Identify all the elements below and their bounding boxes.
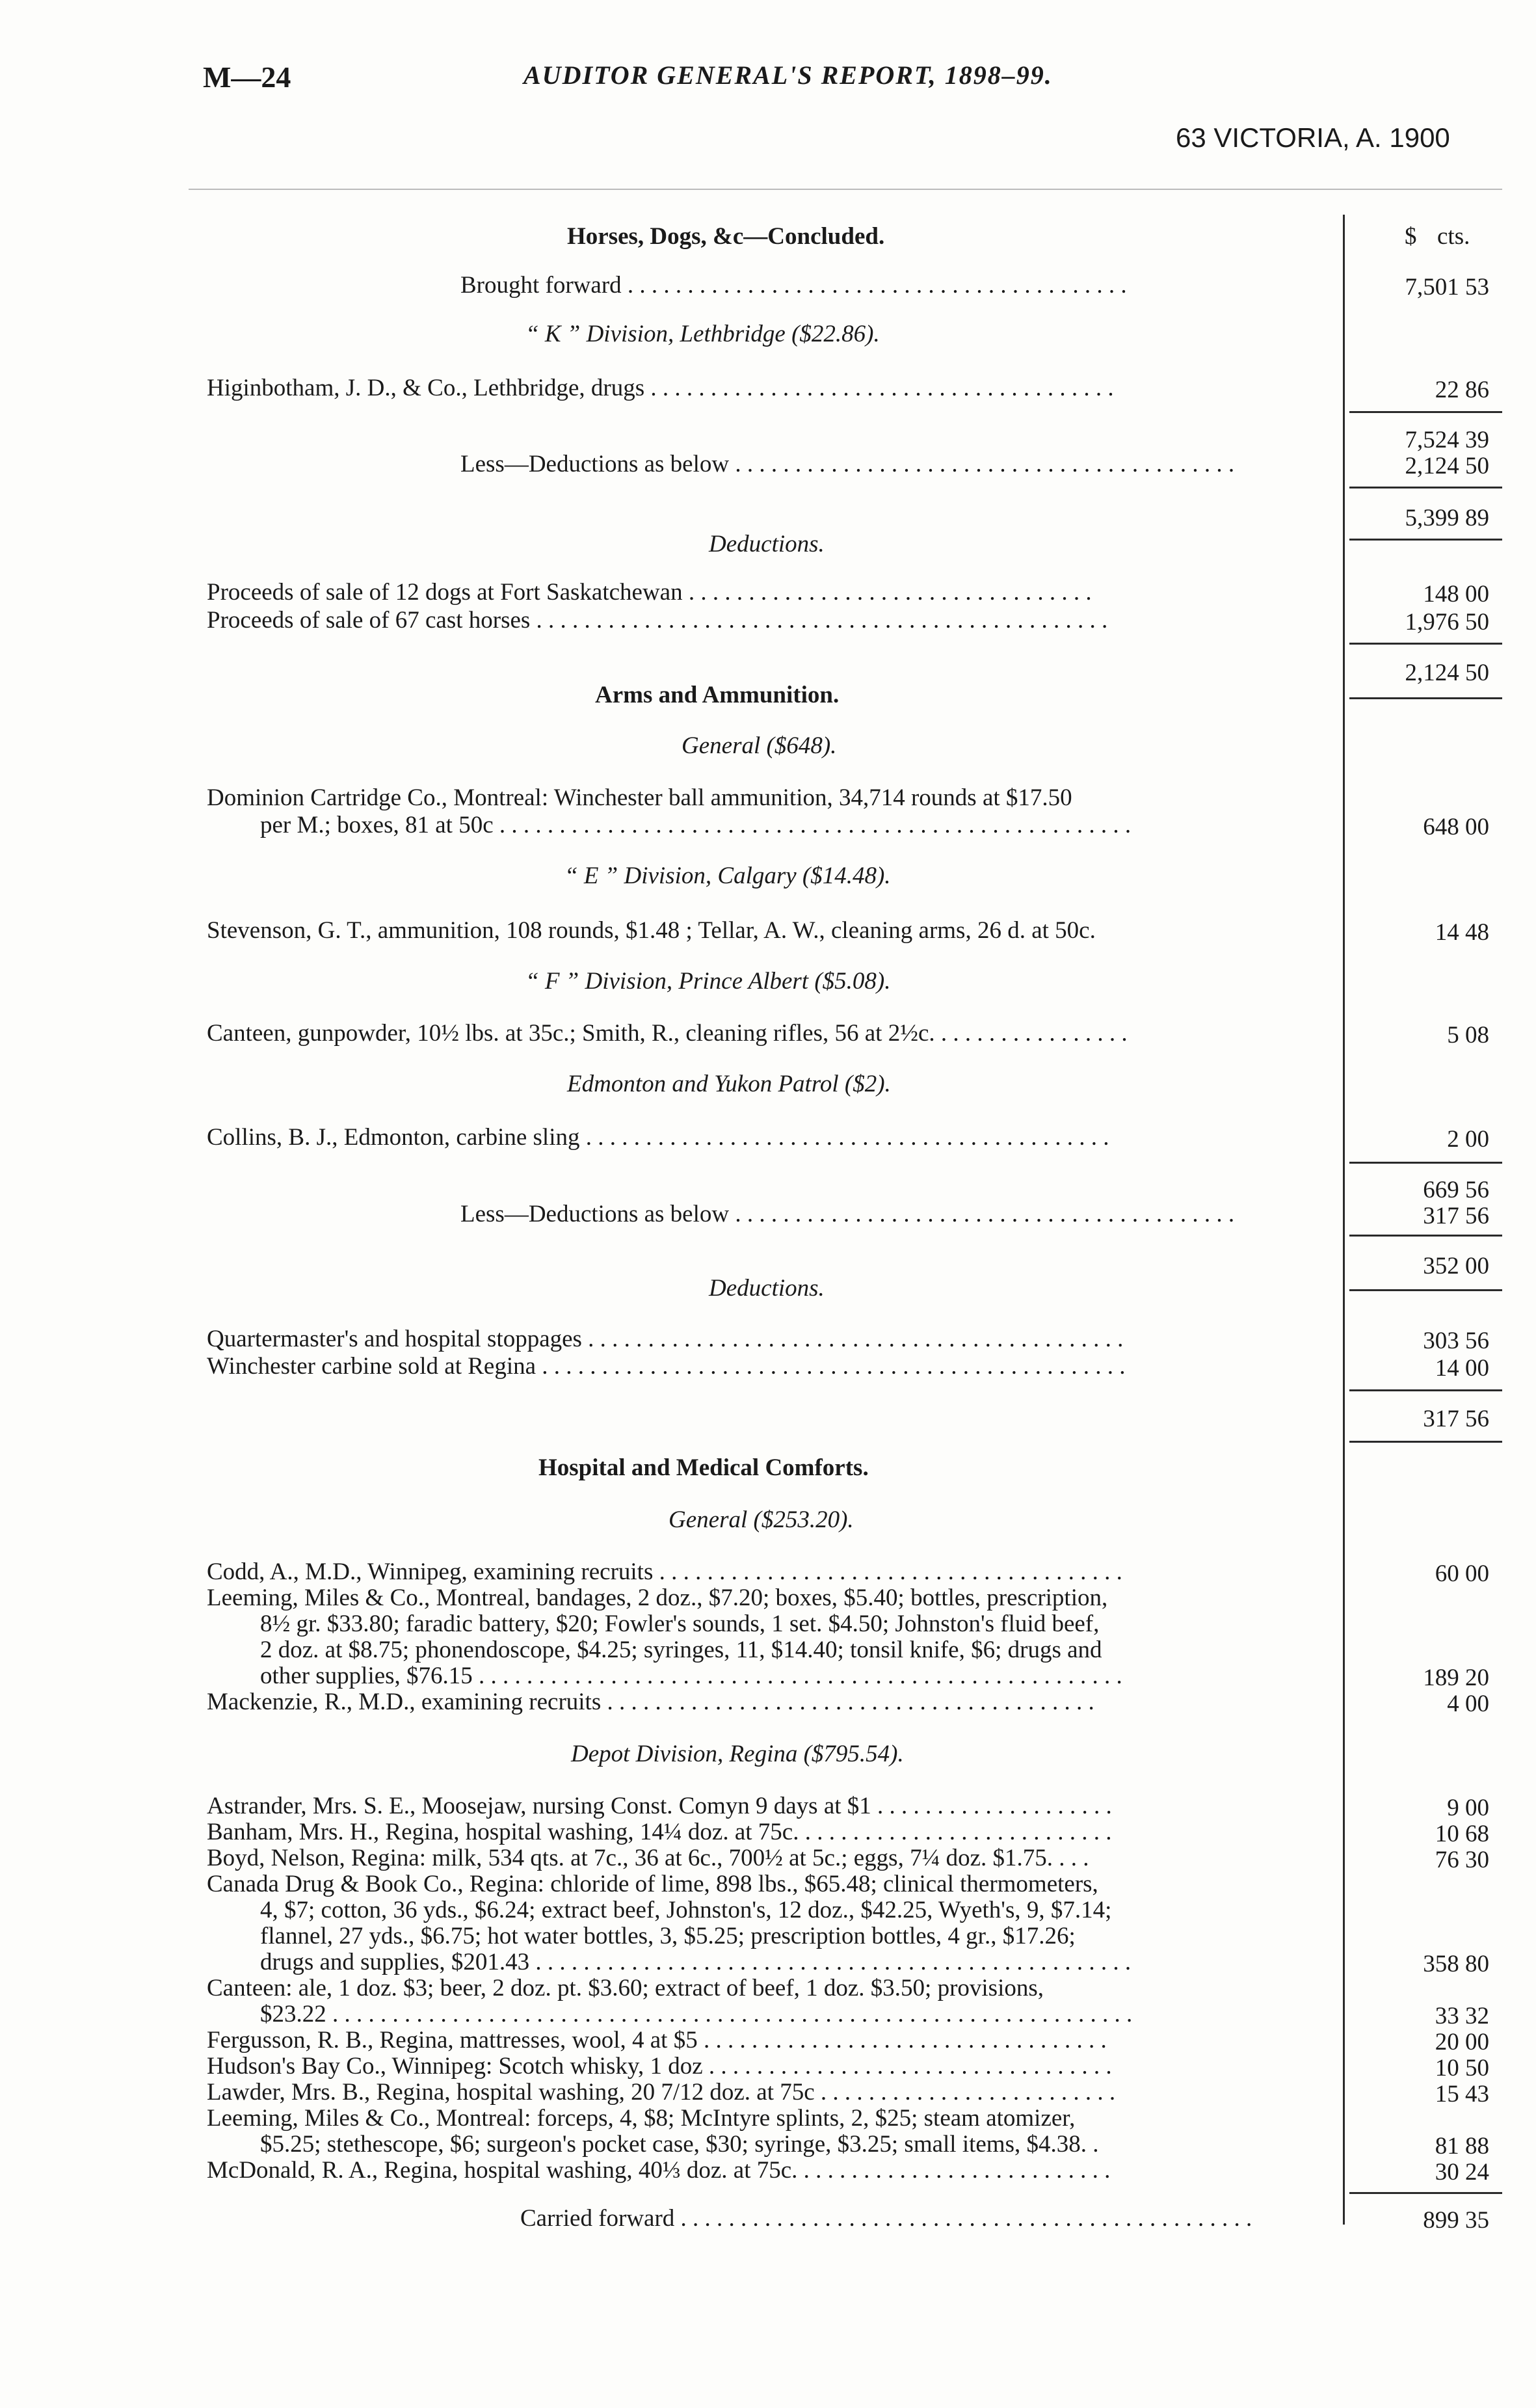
amount-stevenson: 14 48	[1435, 919, 1489, 946]
entry-canada-drug-line2: 4, $7; cotton, 36 yds., $6.24; extract beef, Johnston's, 12 doz., $42.25, Wyeth's, 9, $7.14;	[260, 1897, 1112, 1923]
amount-collins: 2 00	[1447, 1126, 1489, 1153]
sum-rule	[1349, 2192, 1502, 2194]
entry-canteen2-line1: Canteen: ale, 1 doz. $3; beer, 2 doz. pt. $3.60; extract of beef, 1 doz. $3.50; provisions,	[207, 1975, 1044, 2001]
entry-leeming1-line3: 2 doz. at $8.75; phonendoscope, $4.25; syringes, 11, $14.40; tonsil knife, $6; drugs and	[260, 1637, 1102, 1663]
entry-leeming1-line1: Leeming, Miles & Co., Montreal, bandages, 2 doz., $7.20; boxes, $5.40; bottles, prescription,	[207, 1585, 1108, 1611]
report-title: AUDITOR GENERAL'S REPORT, 1898–99.	[523, 60, 1053, 90]
entry-leeming1-line4: other supplies, $76.15 . . . . . . . . . . . . . . . . . . . . . . . . . . . . . . . . . . . . . . . . . . . . . . . . . . . . . .	[260, 1663, 1122, 1689]
entry-dominion-line2: per M.; boxes, 81 at 50c . . . . . . . . . . . . . . . . . . . . . . . . . . . . . . . . . . . . . . . . . . . . . . . . . . . . .	[260, 812, 1132, 838]
amount-boyd: 76 30	[1435, 1847, 1489, 1873]
amount-higinbotham: 22 86	[1435, 377, 1489, 403]
sum-rule	[1349, 539, 1502, 541]
carried-forward: Carried forward . . . . . . . . . . . . . . . . . . . . . . . . . . . . . . . . . . . . . . . . . . . . . . . .	[520, 2205, 1252, 2232]
sum-rule	[1349, 1162, 1502, 1164]
sum-rule	[1349, 1389, 1502, 1391]
amount-mcdonald: 30 24	[1435, 2159, 1489, 2186]
section-title-hospital: Hospital and Medical Comforts.	[538, 1454, 869, 1481]
amount-fergusson: 20 00	[1435, 2029, 1489, 2055]
brought-forward: Brought forward . . . . . . . . . . . . . . . . . . . . . . . . . . . . . . . . . . . . . . . . . .	[460, 272, 1127, 299]
amount-dogs: 148 00	[1423, 581, 1489, 608]
amount-lawder: 15 43	[1435, 2081, 1489, 2107]
deductions-heading: Deductions.	[709, 1275, 825, 1302]
amount-cast-horses: 1,976 50	[1405, 609, 1489, 635]
sum-rule	[1349, 1441, 1502, 1443]
amount-canteen-gunpowder: 5 08	[1447, 1022, 1489, 1049]
entry-mcdonald: McDonald, R. A., Regina, hospital washing, 40⅓ doz. at 75c. . . . . . . . . . . . . . . . . . . . . . . . . . .	[207, 2157, 1111, 2184]
deductions-total-horses: 2,124 50	[1405, 660, 1489, 686]
sum-rule	[1349, 1235, 1502, 1237]
section-title-arms: Arms and Ammunition.	[595, 682, 840, 708]
amount-mackenzie: 4 00	[1447, 1691, 1489, 1717]
subsection-k-division: “ K ” Division, Lethbridge ($22.86).	[525, 321, 880, 347]
amount-banham: 10 68	[1435, 1821, 1489, 1847]
amount-dominion: 648 00	[1423, 814, 1489, 840]
amount-leeming2: 81 88	[1435, 2133, 1489, 2160]
entry-lawder: Lawder, Mrs. B., Regina, hospital washing, 20 7/12 doz. at 75c . . . . . . . . . . . . . . . . . . . . . . . . .	[207, 2079, 1116, 2106]
brought-forward-amount: 7,501 53	[1405, 274, 1489, 301]
total-arms: 669 56	[1423, 1177, 1489, 1203]
entry-leeming2-line1: Leeming, Miles & Co., Montreal: forceps, 4, $8; McIntyre splints, 2, $25; steam atomizer,	[207, 2105, 1076, 2132]
subsection-e-division: “ E ” Division, Calgary ($14.48).	[564, 863, 891, 889]
entry-canteen-gunpowder: Canteen, gunpowder, 10½ lbs. at 35c.; Smith, R., cleaning rifles, 56 at 2½c. . . . . . . . . . . . . . . . .	[207, 1020, 1128, 1047]
cents-header: cts.	[1437, 223, 1470, 250]
report-subtitle: 63 VICTORIA, A. 1900	[1176, 122, 1450, 153]
less-amount-horses: 2,124 50	[1405, 453, 1489, 479]
amount-canada-drug: 358 80	[1423, 1951, 1489, 1977]
page-id: M—24	[203, 60, 291, 94]
net-horses: 5,399 89	[1405, 505, 1489, 531]
amount-carbine: 14 00	[1435, 1355, 1489, 1382]
net-arms: 352 00	[1423, 1253, 1489, 1279]
entry-canteen2-line2: $23.22 . . . . . . . . . . . . . . . . . . . . . . . . . . . . . . . . . . . . . . . . . . . . . . . . . . . . . . . . . . . . . . . . . . .	[260, 2001, 1133, 2027]
entry-collins: Collins, B. J., Edmonton, carbine sling . . . . . . . . . . . . . . . . . . . . . . . . . . . . . . . . . . . . . . . . . . . .	[207, 1124, 1109, 1151]
entry-leeming1-line2: 8½ gr. $33.80; faradic battery, $20; Fowler's sounds, 1 set. $4.50; Johnston's fluid beef,	[260, 1611, 1100, 1637]
entry-canada-drug-line1: Canada Drug & Book Co., Regina: chloride of lime, 898 lbs., $65.48; clinical thermometers,	[207, 1871, 1098, 1897]
sum-rule	[1349, 411, 1502, 413]
entry-banham: Banham, Mrs. H., Regina, hospital washing, 14¼ doz. at 75c. . . . . . . . . . . . . . . . . . . . . . . . . . .	[207, 1819, 1112, 1845]
amount-leeming1: 189 20	[1423, 1665, 1489, 1691]
deduction-dogs: Proceeds of sale of 12 dogs at Fort Saskatchewan . . . . . . . . . . . . . . . . . . . . . . . . . . . . . . . . . .	[207, 579, 1092, 606]
sum-rule	[1349, 487, 1502, 488]
subsection-edmonton-yukon: Edmonton and Yukon Patrol ($2).	[567, 1071, 891, 1097]
deduction-horses: Proceeds of sale of 67 cast horses . . . . . . . . . . . . . . . . . . . . . . . . . . . . . . . . . . . . . . . . . . . . . . . .	[207, 607, 1108, 634]
entry-dominion-line1: Dominion Cartridge Co., Montreal: Winchester ball ammunition, 34,714 rounds at $17.50	[207, 784, 1072, 811]
amount-astrander: 9 00	[1447, 1795, 1489, 1821]
amount-stoppages: 303 56	[1423, 1328, 1489, 1354]
sum-rule	[1349, 697, 1502, 699]
entry-boyd: Boyd, Nelson, Regina: milk, 534 qts. at 7c., 36 at 6c., 700½ at 5c.; eggs, 7¼ doz. $1.75. . . .	[207, 1845, 1089, 1871]
dollar-header: $	[1405, 223, 1417, 250]
entry-fergusson: Fergusson, R. B., Regina, mattresses, wool, 4 at $5 . . . . . . . . . . . . . . . . . . . . . . . . . . . . . . . . . .	[207, 2027, 1107, 2053]
deduction-carbine: Winchester carbine sold at Regina . . . . . . . . . . . . . . . . . . . . . . . . . . . . . . . . . . . . . . . . . . . . . . . . .	[207, 1353, 1126, 1380]
subsection-general-253: General ($253.20).	[669, 1506, 854, 1533]
amount-canteen2: 33 32	[1435, 2003, 1489, 2029]
entry-higinbotham: Higinbotham, J. D., & Co., Lethbridge, drugs . . . . . . . . . . . . . . . . . . . . . . . . . . . . . . . . . . . . . . .	[207, 375, 1114, 401]
deductions-total-arms: 317 56	[1423, 1406, 1489, 1432]
amount-hudson: 10 50	[1435, 2055, 1489, 2081]
entry-astrander: Astrander, Mrs. S. E., Moosejaw, nursing Const. Comyn 9 days at $1 . . . . . . . . . . . . . . . . . . . .	[207, 1793, 1112, 1819]
entry-mackenzie: Mackenzie, R., M.D., examining recruits . . . . . . . . . . . . . . . . . . . . . . . . . . . . . . . . . . . . . . . . .	[207, 1689, 1094, 1715]
subsection-general-648: General ($648).	[682, 732, 837, 759]
entry-canada-drug-line3: flannel, 27 yds., $6.75; hot water bottles, 3, $5.25; prescription bottles, 4 gr., $17.26;	[260, 1923, 1076, 1949]
total-horses: 7,524 39	[1405, 427, 1489, 453]
entry-canada-drug-line4: drugs and supplies, $201.43 . . . . . . . . . . . . . . . . . . . . . . . . . . . . . . . . . . . . . . . . . . . . . . . . . .	[260, 1949, 1132, 1975]
subsection-depot-division: Depot Division, Regina ($795.54).	[571, 1741, 904, 1767]
sum-rule	[1349, 1289, 1502, 1291]
amount-codd: 60 00	[1435, 1560, 1489, 1587]
header-rule	[189, 189, 1502, 190]
deductions-heading: Deductions.	[709, 531, 825, 557]
entry-leeming2-line2: $5.25; stethescope, $6; surgeon's pocket case, $30; syringe, $3.25; small items, $4.38. .	[260, 2131, 1099, 2158]
less-deductions-horses: Less—Deductions as below . . . . . . . . . . . . . . . . . . . . . . . . . . . . . . . . . . . . . . . . . .	[460, 451, 1235, 477]
deduction-stoppages: Quartermaster's and hospital stoppages . . . . . . . . . . . . . . . . . . . . . . . . . . . . . . . . . . . . . . . . . . . . .	[207, 1326, 1124, 1352]
entry-hudson: Hudson's Bay Co., Winnipeg: Scotch whisky, 1 doz . . . . . . . . . . . . . . . . . . . . . . . . . . . . . . . . . .	[207, 2053, 1112, 2080]
less-deductions-arms: Less—Deductions as below . . . . . . . . . . . . . . . . . . . . . . . . . . . . . . . . . . . . . . . . . .	[460, 1201, 1235, 1227]
less-amount-arms: 317 56	[1423, 1203, 1489, 1229]
entry-codd: Codd, A., M.D., Winnipeg, examining recruits . . . . . . . . . . . . . . . . . . . . . . . . . . . . . . . . . . . . . . .	[207, 1559, 1122, 1585]
subsection-f-division: “ F ” Division, Prince Albert ($5.08).	[525, 968, 891, 995]
sum-rule	[1349, 643, 1502, 645]
section-title-horses: Horses, Dogs, &c—Concluded.	[567, 223, 885, 250]
entry-stevenson: Stevenson, G. T., ammunition, 108 rounds, $1.48 ; Tellar, A. W., cleaning arms, 26 d. at 50c.	[207, 917, 1096, 944]
carried-forward-amount: 899 35	[1423, 2207, 1489, 2234]
